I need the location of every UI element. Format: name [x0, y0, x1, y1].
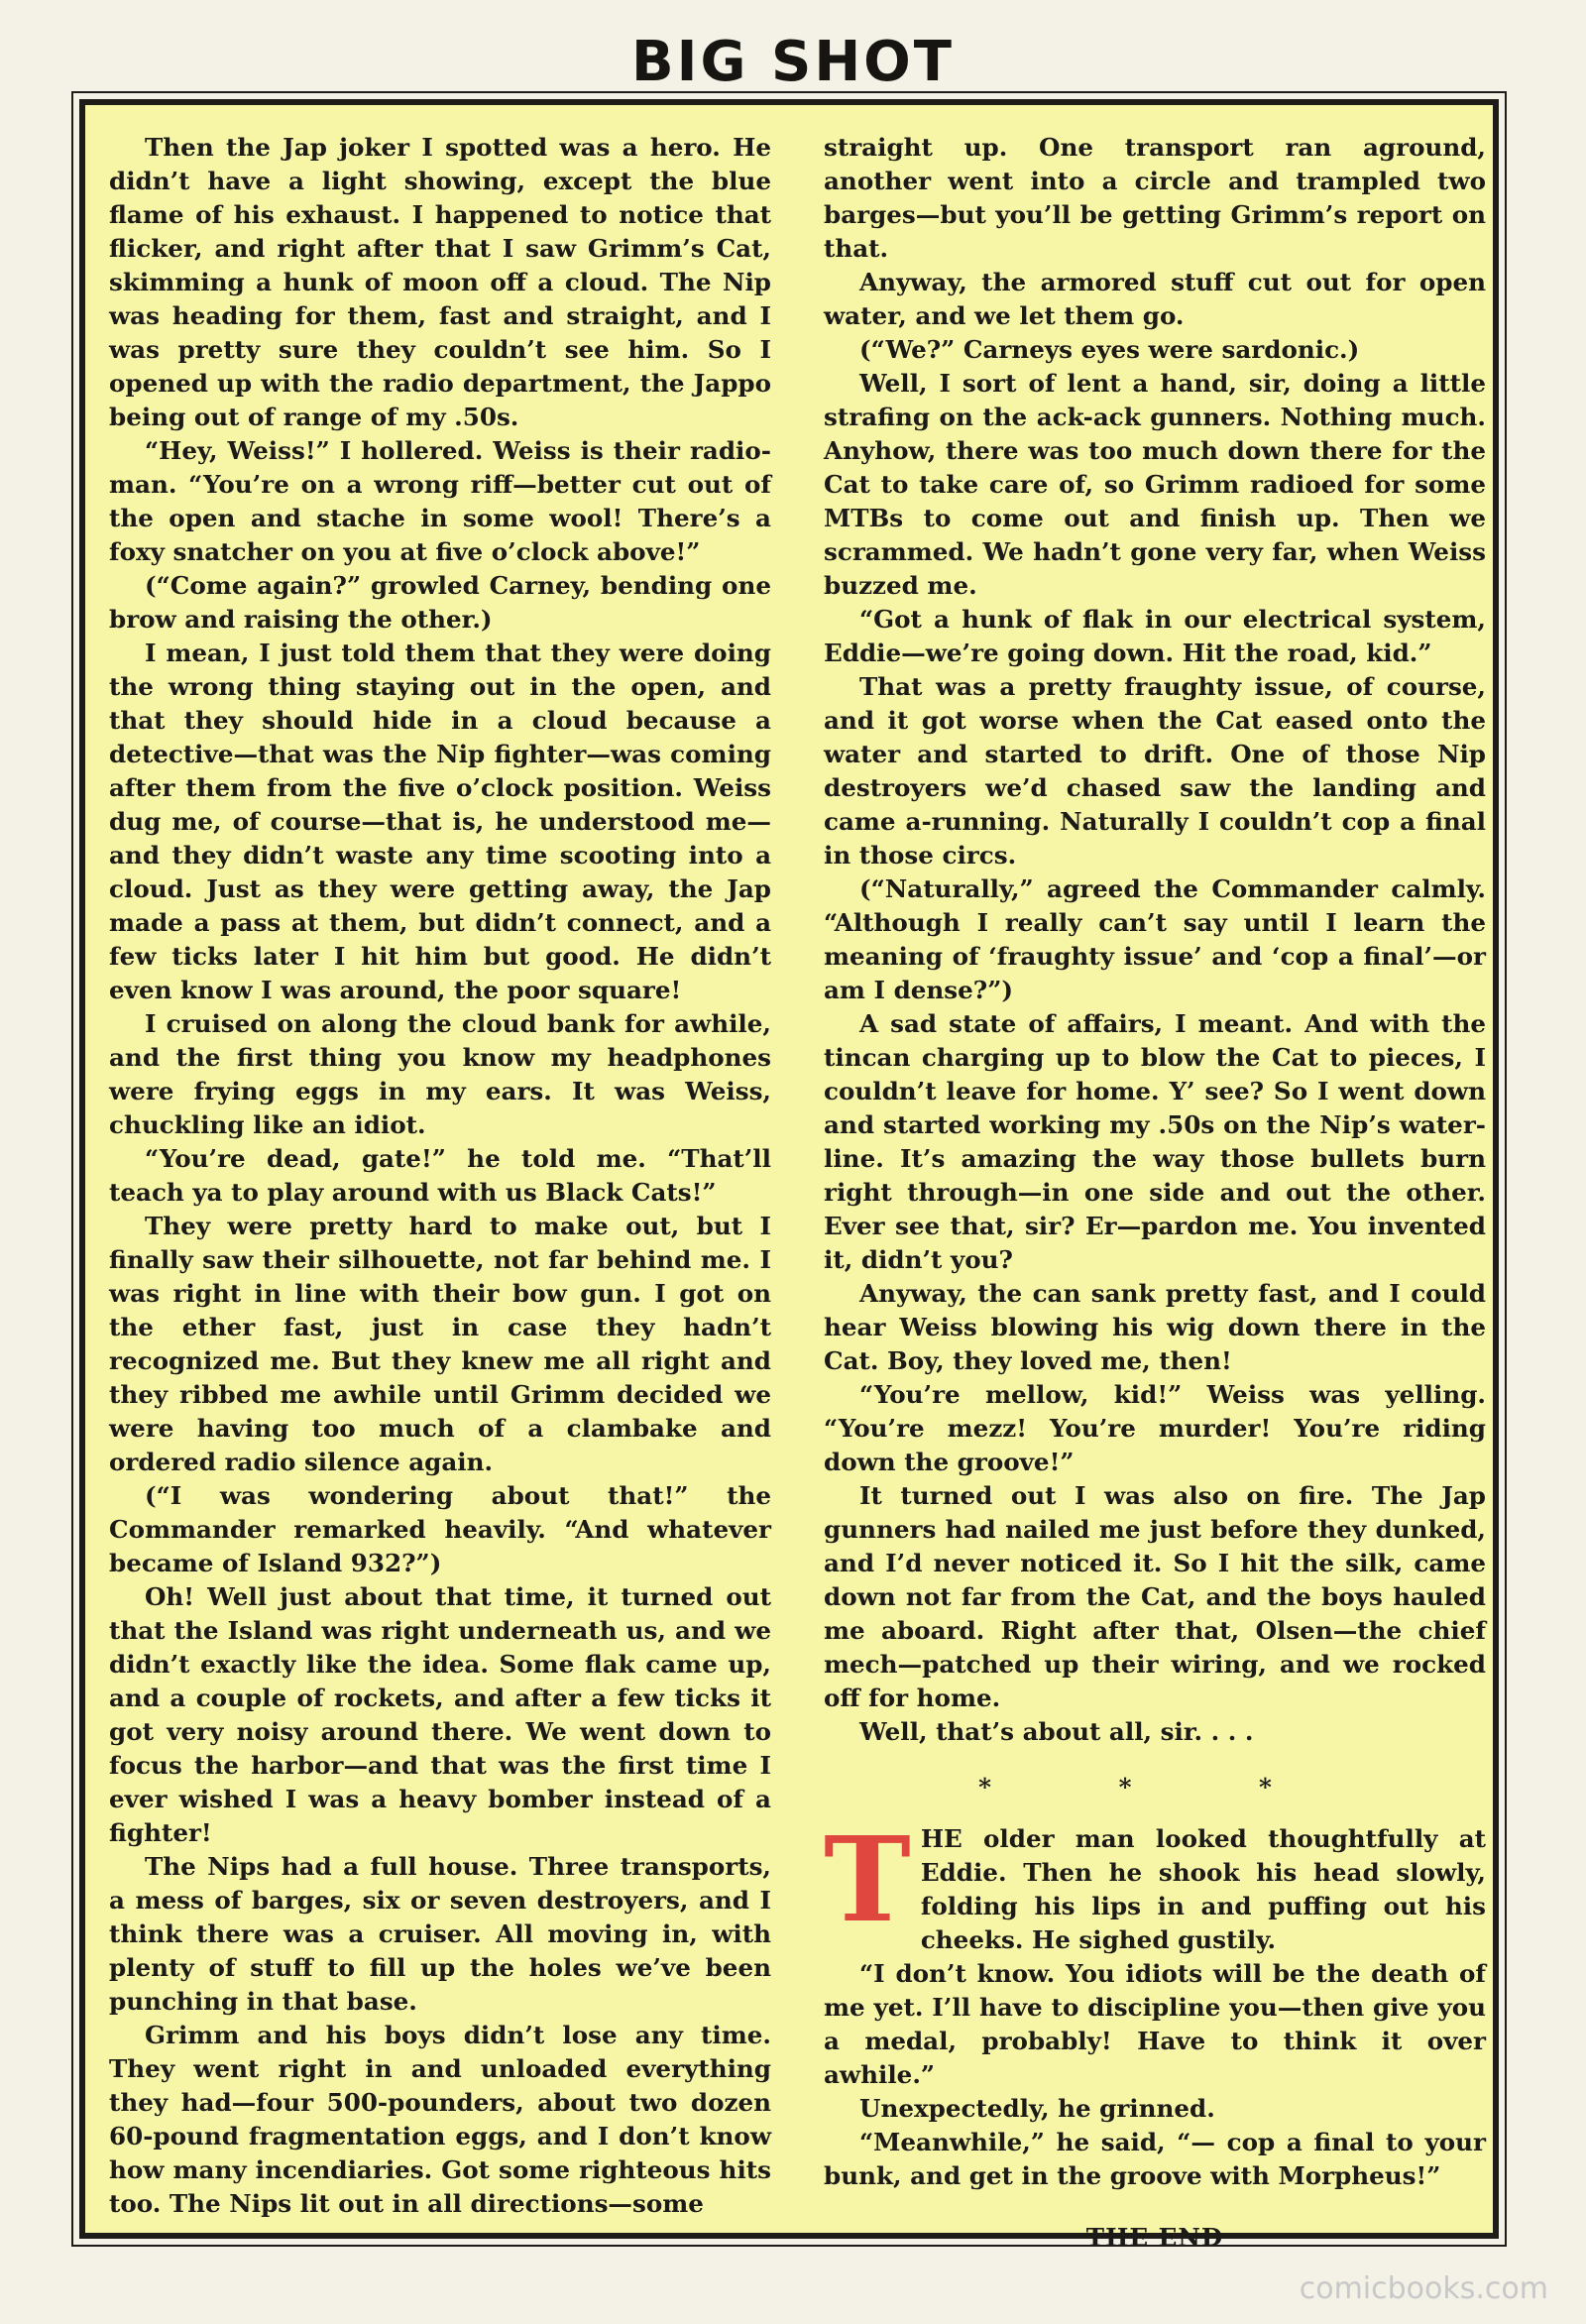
- paragraph: Anyway, the can sank pretty fast, and I could hear Weiss blowing his wig down there in the Cat. Boy, they loved me, then!: [824, 1279, 1486, 1375]
- paragraph: It turned out I was also on fire. The Jap gunners had nailed me just before they dunked, and I’d never noticed it. So I hit the silk, came down not far from the Cat, and the boys hauled me aboard. Right after that, Olsen—the chief mech—patched up their wiring, and we rocked off for home.: [824, 1481, 1486, 1712]
- paragraph: (“Naturally,” agreed the Commander calmly. “Although I really can’t say until I learn the meaning of ‘fraughty issue’ and ‘cop a final’—or am I dense?”): [824, 874, 1486, 1004]
- paragraph: (“Come again?” growled Carney, bending one brow and raising the other.): [109, 571, 771, 634]
- paragraph: Anyway, the armored stuff cut out for open water, and we let them go.: [824, 268, 1486, 330]
- left-column: [109, 131, 771, 2221]
- watermark: comicbooks.com: [1299, 2271, 1548, 2306]
- ending-first-text: HE older man looked thoughtfully at Eddie. Then he shook his head slowly, folding his lips in and puffing out his cheeks. He sighed gustily.: [920, 1824, 1486, 1954]
- paragraph: Then the Jap joker I spotted was a hero. He didn’t have a light showing, except the blue flame of his exhaust. I happened to notice that flicker, and right after that I saw Grimm’s Cat, skimming a hunk of moon off a cloud. The Nip was heading for them, fast and straight, and I was pretty sure they couldn’t see him. So I opened up with the radio department, the Jappo being out of range of my .50s.: [109, 133, 771, 431]
- paragraph: “Meanwhile,” he said, “— cop a final to your bunk, and get in the groove with Morpheus!”: [824, 2128, 1486, 2190]
- paragraph: A sad state of affairs, I meant. And with the tincan charging up to blow the Cat to pieces, I couldn’t leave for home. Y’ see? So I went down and started working my .50s on the Nip’s water-line. It’s amazing the way those bullets burn right through—in one side and out the other. Ever see that, sir? Er—pardon me. You invented it, didn’t you?: [824, 1009, 1486, 1274]
- paragraph: “You’re mellow, kid!” Weiss was yelling. “You’re mezz! You’re murder! You’re riding down the groove!”: [824, 1380, 1486, 1476]
- right-column: [824, 131, 1486, 2255]
- paragraph: Oh! Well just about that time, it turned out that the Island was right underneath us, and we didn’t exactly like the idea. Some flak came up, and a couple of rockets, and after a few ticks it got very noisy around there. We went down to focus the harbor—and that was the first time I ever wished I was a heavy bomber instead of a fighter!: [109, 1582, 771, 1847]
- paragraph: (“We?” Carneys eyes were sardonic.): [859, 335, 1360, 364]
- paragraph: straight up. One transport ran aground, another went into a circle and trampled two barges—but you’ll be getting Grimm’s report on that.: [824, 133, 1486, 263]
- paragraph: The Nips had a full house. Three transports, a mess of barges, six or seven destroyers, and I think there was a cruiser. All moving in, with plenty of stuff to fill up the holes we’ve been punching in that base.: [109, 1852, 771, 2016]
- section-separator: * * *: [978, 1773, 1331, 1801]
- paragraph: I cruised on along the cloud bank for awhile, and the first thing you know my headphones were frying eggs in my ears. It was Weiss, chuckling like an idiot.: [109, 1009, 771, 1139]
- paragraph: “I don’t know. You idiots will be the death of me yet. I’ll have to discipline you—then give you a medal, probably! Have to think it over awhile.”: [824, 1959, 1486, 2089]
- paragraph: Grimm and his boys didn’t lose any time. They went right in and unloaded everything they had—four 500-pounders, about two dozen 60-pound fragmentation eggs, and I don’t know how many incendiaries. Got some righteous hits too. The Nips lit out in all directions—some: [109, 2021, 771, 2218]
- ending-paragraph: [824, 1810, 1486, 1957]
- paragraph: Well, I sort of lent a hand, sir, doing a little strafing on the ack-ack gunners. Nothing much. Anyhow, there was too much down there for the Cat to take care of, so Grimm radioed for some MTBs to come out and finish up. Then we scrammed. We hadn’t gone very far, when Weiss buzzed me.: [824, 369, 1486, 600]
- paragraph: Well, that’s about all, sir. . . .: [859, 1717, 1254, 1746]
- paragraph: Unexpectedly, he grinned.: [859, 2094, 1215, 2123]
- paragraph: They were pretty hard to make out, but I finally saw their silhouette, not far behind me. I was right in line with their bow gun. I got on the ether fast, just in case they hadn’t recognized me. But they knew me all right and they ribbed me awhile until Grimm decided we were having too much of a clambake and ordered radio silence again.: [109, 1212, 771, 1476]
- paragraph: “Got a hunk of flak in our electrical system, Eddie—we’re going down. Hit the road, kid.”: [824, 605, 1486, 667]
- paragraph: (“I was wondering about that!” the Commander remarked heavily. “And whatever became of Island 932?”): [109, 1481, 771, 1577]
- story-panel: [79, 99, 1499, 2252]
- paragraph: “Hey, Weiss!” I hollered. Weiss is their radio-man. “You’re on a wrong riff—better cut out of the open and stache in some wool! There’s a foxy snatcher on you at five o’clock above!”: [109, 436, 771, 566]
- masthead-title: BIG SHOT: [631, 30, 955, 94]
- paragraph: I mean, I just told them that they were doing the wrong thing staying out in the open, and that they should hide in a cloud because a detective—that was the Nip fighter—was coming after them from the five o’clock position. Weiss dug me, of course—that is, he understood me—and they didn’t waste any time scooting into a cloud. Just as they were getting away, the Jap made a pass at them, but didn’t connect, and a few ticks later I hit him but good. He didn’t even know I was around, the poor square!: [109, 639, 771, 1004]
- the-end-label: THE END: [1085, 2223, 1224, 2252]
- drop-cap: T: [824, 1810, 911, 1948]
- paragraph: “You’re dead, gate!” he told me. “That’ll teach ya to play around with us Black Cats!”: [109, 1144, 771, 1207]
- paragraph: That was a pretty fraughty issue, of course, and it got worse when the Cat eased onto the water and started to drift. One of those Nip destroyers we’d chased saw the landing and came a-running. Naturally I couldn’t cop a final in those circs.: [824, 672, 1486, 870]
